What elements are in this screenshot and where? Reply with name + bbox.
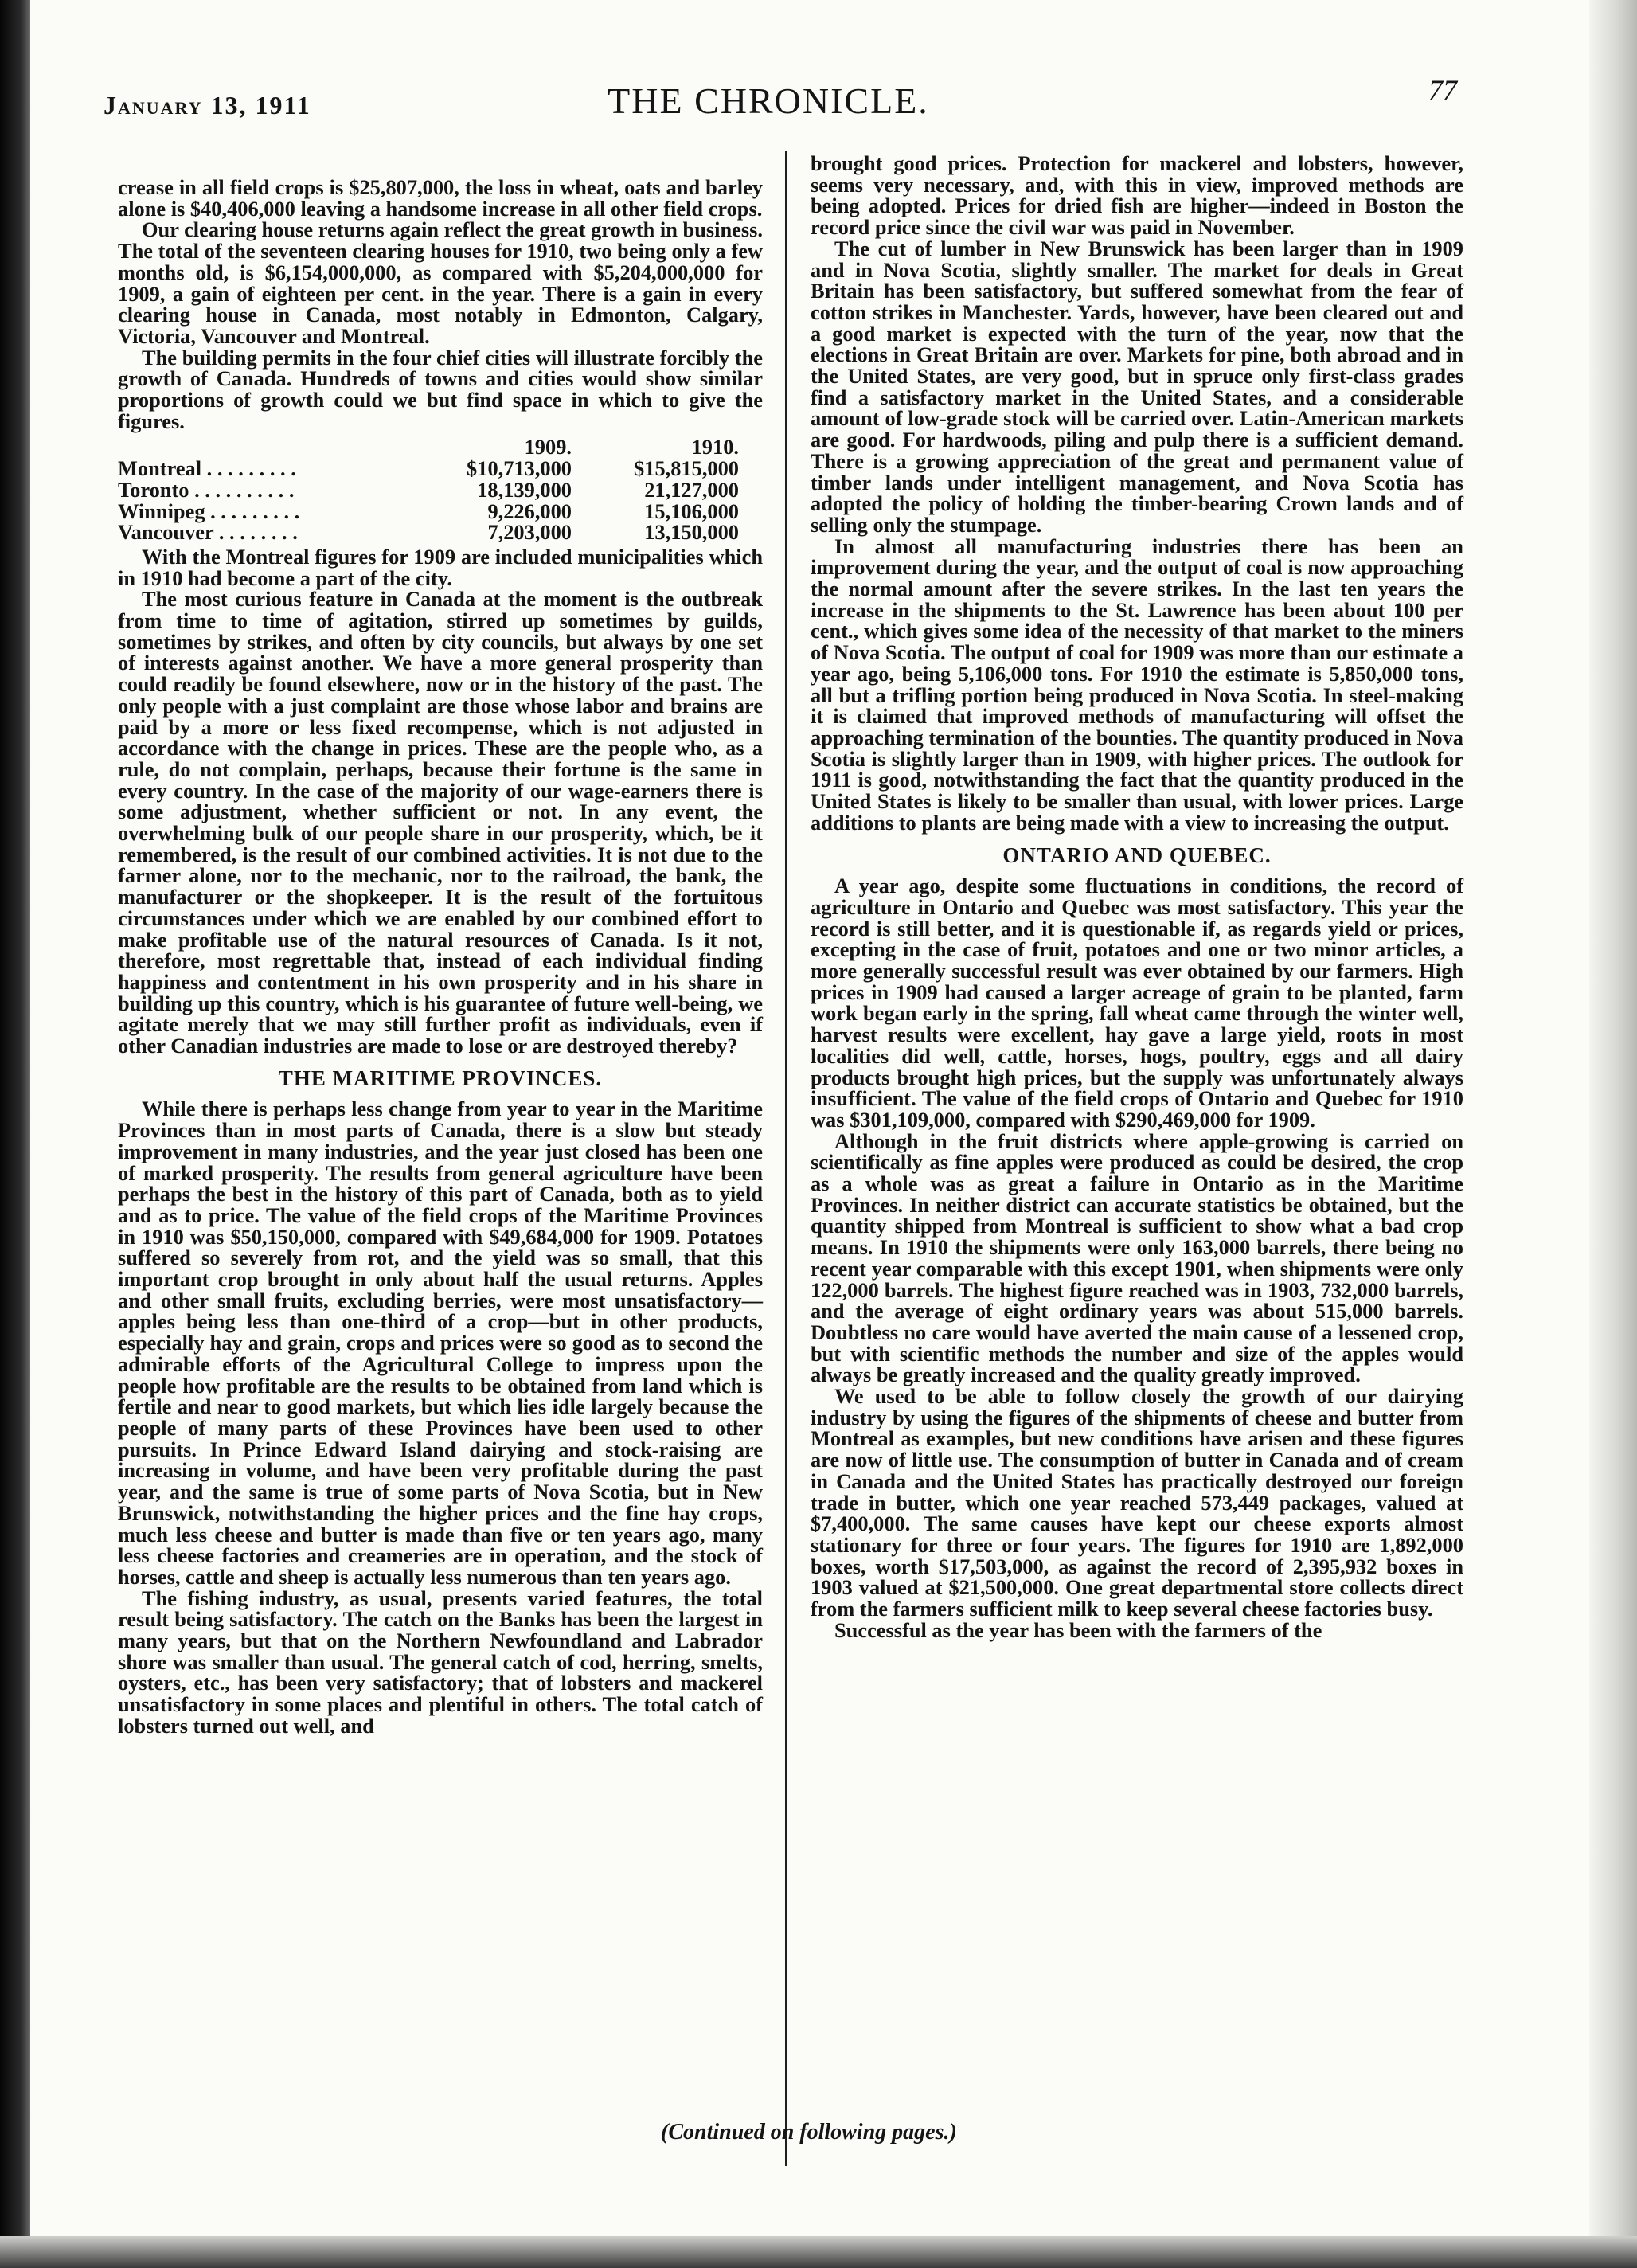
publication-title: THE CHRONICLE.	[608, 80, 929, 121]
paragraph: The fishing industry, as usual, presents varied features, the total result being satisfactory. The catch on the Banks has been the largest in many years, but that on the Northern Newfoundland and Labrador shore was smaller than usual. The general catch of cod, herring, smelts, oysters, etc., has been very satisfactory; that of lobsters and mackerel unsatisfactory in some places and plentiful in others. The total catch of lobsters turned out well, and	[118, 1586, 763, 1738]
paragraph: brought good prices. Protection for mackerel and lobsters, however, seems very necessary, and, with this in view, improved methods are being adopted. Prices for dried fish are higher—indeed in Boston the record price since the civil war was paid in November.	[811, 151, 1463, 240]
paragraph: The most curious feature in Canada at the moment is the outbreak from time to time of agitation, stirred up sometimes by guilds, sometimes by strikes, and often by city councils, but always by one set of interests against another. We have a more general prosperity than could readily be found elsewhere, now or in the history of the past. The only people with a just complaint are those whose labor and brains are paid by a more or less fixed recompense, which is not adjusted in accordance with the change in prices. These are the people who, as a rule, do not complain, perhaps, because their fortune is the same in every country. In the case of the majority of our wage-earners there is some adjustment, whether sufficient or not. In any event, the overwhelming bulk of our people share in our prosperity, which, be it remembered, is the result of our combined activities. It is not due to the farmer alone, nor to the mechanic, nor to the railroad, the bank, the manufacturer or the shopkeeper. It is the result of the fortuitous circumstances under which we are enabled by our combined effort to make profitable use of the natural resources of Canada. Is it not, therefore, most regrettable that, instead of each individual finding happiness and contentment in his own prosperity and in his share in building up this country, which is his guarantee of future well-being, we agitate merely that we may still further profit as individuals, even if other Canadian industries are made to lose or are destroyed thereby?	[118, 587, 763, 1058]
table-header-row	[118, 436, 763, 458]
scan-bottom-shadow	[0, 2236, 1637, 2268]
city-name: Vancouver . . . . . . . .	[118, 520, 298, 545]
paragraph: While there is perhaps less change from year to year in the Maritime Provinces than in most parts of Canada, there is a slow but steady improvement in many industries, and the year just closed has been one of marked prosperity. The results from general agriculture have been perhaps the best in the history of this part of Canada, both as to yield and as to price. The value of the field crops of the Maritime Provinces in 1910 was $50,150,000, compared with $49,684,000 for 1909. Potatoes suffered so severely from rot, and the yield was so small, that this important crop brought in only about half the usual returns. Apples and other small fruits, excluding berries, were most unsatisfactory—apples being less than one-third of a crop—but in other products, especially hay and grain, crops and prices were so good as to second the admirable efforts of the Agricultural College to impress upon the people how profitable are the results to be obtained from land which is fertile and near to good markets, but which lies idle largely because the people of many parts of these Provinces have been used to other pursuits. In Prince Edward Island dairying and stock-raising are increasing in volume, and have been very profitable during the past year, and the same is true of some parts of Nova Scotia, but in New Brunswick, notwithstanding the higher prices and the fine hay crops, much less cheese and butter is made than five or ten years ago, many less cheese factories and creameries are in operation, and the stock of horses, cattle and sheep is actually less numerous than ten years ago.	[118, 1097, 763, 1589]
section-heading-maritime: THE MARITIME PROVINCES.	[278, 1066, 603, 1090]
paragraph: A year ago, despite some fluctuations in conditions, the record of agriculture in Ontario and Quebec was most satisfactory. This year the record is still better, and it is questionable if, as regards yield or prices, excepting in the case of fruit, potatoes and one or two minor articles, a more generally successful result was ever obtained by our farmers. High prices in 1909 had caused a larger acreage of grain to be planted, farm work began early in the spring, fall wheat came through the winter well, harvest results were excellent, hay gave a large yield, roots in most localities did well, cattle, horses, hogs, poultry, eggs and all dairy products brought high prices, but the supply was unfortunately always insufficient. The value of the field crops of Ontario and Quebec for 1910 was $301,109,000, compared with $290,469,000 for 1909.	[811, 874, 1463, 1132]
continued-note: (Continued on following pages.)	[661, 2120, 957, 2145]
value-1909: 9,226,000	[487, 499, 572, 523]
value-1909: $10,713,000	[467, 456, 572, 481]
table-row	[118, 501, 763, 522]
scan-page-edge	[1589, 0, 1637, 2268]
page-number: 77	[1428, 74, 1457, 106]
paragraph: The cut of lumber in New Brunswick has been larger than in 1909 and in Nova Scotia, slightly smaller. The market for deals in Great Britain has been satisfactory, but suffered somewhat from the fear of cotton strikes in Manchester. Yards, however, have been cleared out and a good market is expected with the turn of the year, now that the elections in Great Britain are over. Markets for pine, both abroad and in the United States, are very good, but in spruce only first-class grades find a satisfactory market in the United States, and a considerable amount of low-grade stock will be carried over. Latin-American markets are good. For hardwoods, piling and pulp there is a sufficient demand. There is a growing appreciation of the great and permanent value of timber lands under intelligent management, and Nova Scotia has adopted the policy of holding the timber-bearing Crown lands and of selling only the stumpage.	[811, 236, 1463, 537]
value-1909: 7,203,000	[487, 520, 572, 545]
value-1910: 21,127,000	[644, 477, 739, 502]
column-header-1910: 1910.	[691, 435, 739, 459]
page-header	[104, 73, 1457, 129]
paragraph: The building permits in the four chief cities will illustrate forcibly the growth of Canada. Hundreds of towns and cities would show similar proportions of growth could we but find space in which to give the figures.	[118, 345, 763, 433]
paragraph: With the Montreal figures for 1909 are included municipalities which in 1910 had become a part of the city.	[118, 544, 763, 590]
paragraph: crease in all field crops is $25,807,000, the loss in wheat, oats and barley alone is $40,406,000 leaving a handsome increase in all other field crops.	[118, 175, 763, 221]
left-column	[118, 177, 763, 1737]
section-heading-ontario: ONTARIO AND QUEBEC.	[1002, 843, 1272, 867]
column-rule	[785, 151, 787, 2166]
city-name: Winnipeg . . . . . . . . .	[118, 499, 300, 523]
scan-binding-shadow	[0, 0, 30, 2268]
city-name: Toronto . . . . . . . . . .	[118, 477, 295, 502]
value-1910: 13,150,000	[644, 520, 739, 545]
paragraph: In almost all manufacturing industries there has been an improvement during the year, and the output of coal is now approaching the normal amount after the severe strikes. In the last ten years the increase in the shipments to the St. Lawrence has been about 100 per cent., which gives some idea of the necessity of that market to the miners of Nova Scotia. The output of coal for 1909 was more than our estimate a year ago, being 5,106,000 tons. For 1910 the estimate is 5,850,000 tons, all but a trifling portion being produced in Nova Scotia. In steel-making it is claimed that improved methods of manufacturing will offset the approaching termination of the bounties. The quantity produced in Nova Scotia is slightly larger than in 1909, with higher prices. The outlook for 1911 is good, notwithstanding the fact that the quantity produced in the United States is likely to be smaller than usual, with lower prices. Large additions to plants are being made with a view to increasing the output.	[811, 534, 1463, 835]
table-row	[118, 522, 763, 543]
city-name: Montreal . . . . . . . . .	[118, 456, 296, 481]
issue-date: January 13, 1911	[104, 91, 311, 119]
right-column	[811, 153, 1463, 1641]
building-permits-table	[118, 435, 763, 545]
column-header-1909: 1909.	[524, 435, 572, 459]
value-1910: $15,815,000	[634, 456, 739, 481]
paragraph: Successful as the year has been with the farmers of the	[834, 1617, 1322, 1642]
table-row	[118, 458, 763, 479]
paragraph: Although in the fruit districts where apple-growing is carried on scientifically as fine apples were produced as could be desired, the crop as a whole was as great a failure in Ontario as in the Maritime Provinces. In neither district can accurate statistics be obtained, but the quantity shipped from Montreal is sufficient to show what a bad crop means. In 1910 the shipments were only 163,000 barrels, there being no recent year comparable with this except 1901, when shipments were only 122,000 barrels. The highest figure reached was in 1903, 732,000 barrels, and the average of eight ordinary years was about 515,000 barrels. Doubtless no care would have averted the main cause of a lessened crop, but with scientific methods the number and size of the apples would always be greatly increased and the quality greatly improved.	[811, 1128, 1463, 1387]
value-1909: 18,139,000	[477, 477, 572, 502]
paragraph: We used to be able to follow closely the growth of our dairying industry by using the figures of the shipments of cheese and butter from Montreal as examples, but new conditions have arisen and these figures are now of little use. The consumption of butter in Canada and of cream in Canada and the United States has practically destroyed our foreign trade in butter, which one year reached 573,449 packages, valued at $7,400,000. The same causes have kept our cheese exports almost stationary for three or four years. The figures for 1910 are 1,892,000 boxes, worth $17,503,000, as against the record of 2,395,932 boxes in 1903 valued at $21,500,000. One great departmental store collects direct from the farmers sufficient milk to keep several cheese factories busy.	[811, 1384, 1463, 1621]
table-row	[118, 479, 763, 501]
value-1910: 15,106,000	[644, 499, 739, 523]
paragraph: Our clearing house returns again reflect the great growth in business. The total of the seventeen clearing houses for 1910, two being only a few months old, is $6,154,000,000, as compared with $5,204,000,000 for 1909, a gain of eighteen per cent. in the year. There is a gain in every clearing house in Canada, most notably in Edmonton, Calgary, Victoria, Vancouver and Montreal.	[118, 217, 763, 348]
